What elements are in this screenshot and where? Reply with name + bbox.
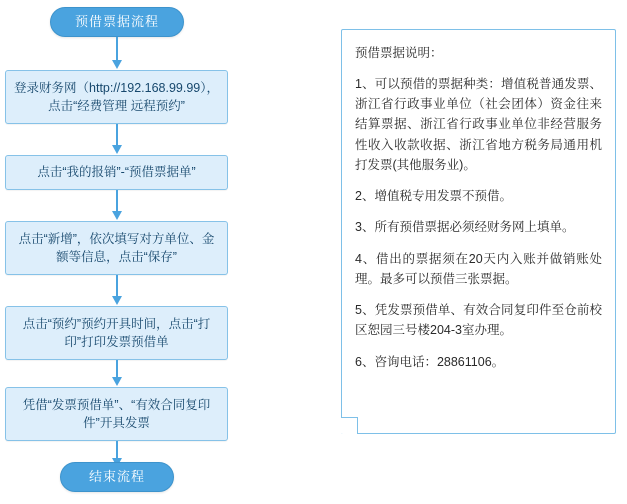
flow-node-step3-label: 点击“新增”，依次填写对方单位、金额等信息，点击“保存” [18, 231, 215, 264]
note-item-6: 6、咨询电话：28861106。 [355, 354, 505, 369]
flow-node-step2[interactable] [5, 155, 228, 190]
connector-arrow-1 [116, 37, 118, 61]
note-item-3: 3、所有预借票据必须经财务网上填单。 [355, 220, 575, 235]
flow-node-step5-label: 凭借“发票预借单”、“有效合同复印件”开具发票 [22, 397, 211, 430]
note-item-1: 1、可以预借的票据种类：增值税普通发票、浙江省行政事业单位（社会团体）资金往来结算票据、浙江省行政事业单位非经营服务性收入收款收据、浙江省地方税务局通用机打发票(其他服务业)。 [355, 76, 602, 172]
flow-node-step1[interactable] [5, 70, 228, 124]
flow-node-step4-label: 点击“预约”预约开具时间，点击“打印”打印发票预借单 [22, 316, 211, 349]
connector-arrow-4 [116, 275, 118, 297]
connector-arrow-5 [116, 360, 118, 378]
flow-node-start-label: 预借票据流程 [74, 13, 159, 29]
note-item-4: 4、借出的票据须在20天内入账并做销账处理。最多可以预借三张票据。 [355, 251, 602, 286]
connector-arrow-3 [116, 190, 118, 212]
connector-arrow-2 [116, 124, 118, 146]
connector-arrow-6 [116, 441, 118, 459]
notes-panel [341, 29, 616, 434]
flow-node-start[interactable] [50, 7, 184, 37]
flow-node-step4[interactable] [5, 306, 228, 360]
note-item-2: 2、增值税专用发票不预借。 [355, 189, 512, 203]
note-item-5: 5、凭发票预借单、有效合同复印件至仓前校区恕园三号楼204-3室办理。 [355, 303, 602, 338]
page-fold-corner [341, 417, 358, 434]
flow-node-end-label: 结束流程 [88, 468, 145, 484]
flow-node-step3[interactable] [5, 221, 228, 275]
flow-node-step1-label: 登录财务网（http://192.168.99.99），点击“经费管理 远程预约” [14, 80, 219, 113]
flow-node-step5[interactable] [5, 387, 228, 441]
flow-node-step2-label: 点击“我的报销”-“预借票据单” [37, 165, 196, 180]
flow-node-end[interactable] [60, 462, 174, 492]
notes-title: 预借票据说明： [355, 46, 443, 60]
